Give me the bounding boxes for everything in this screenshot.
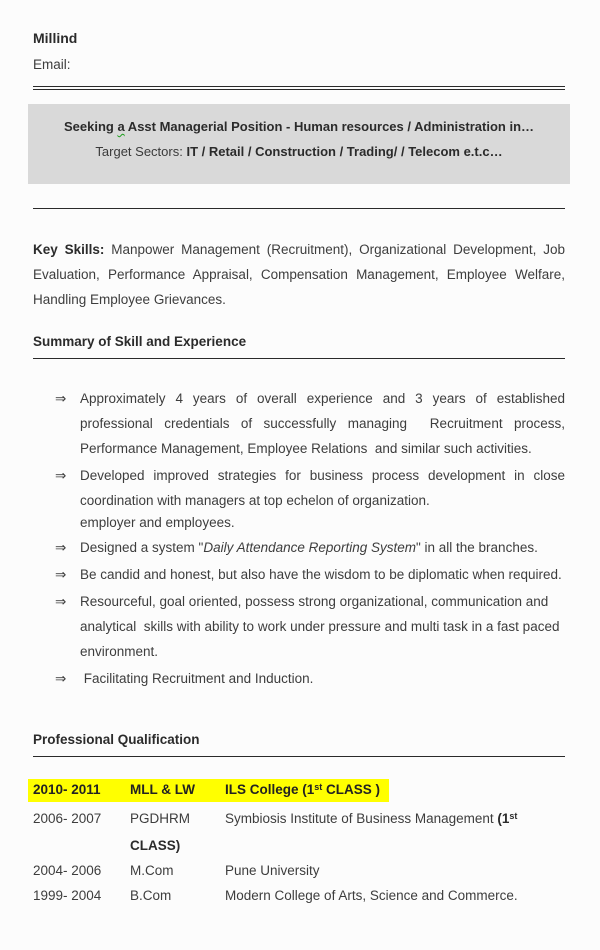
- horizontal-rule: [33, 358, 565, 359]
- bullet-item: [33, 386, 569, 461]
- bullet-text-prefix: Designed a system ": [80, 540, 204, 555]
- key-skills-text: Manpower Management (Recruitment), Organizational Development, Job Evaluation, Performance Appraisal, Compensation Management, Employee Welfare, Handling Employee Grievances.: [33, 242, 569, 307]
- target-sectors-line: [28, 139, 570, 164]
- arrow-bullet-icon: ⇒: [55, 540, 67, 555]
- bullet-extra-line: employer and employees.: [80, 515, 235, 530]
- system-name-italic: Daily Attendance Reporting System: [203, 540, 416, 555]
- institute-text: CLASS ): [322, 782, 381, 797]
- key-skills-label: Key Skills:: [33, 242, 105, 257]
- bullet-text: Resourceful, goal oriented, possess strong organizational, communication and analytical skills with ability to work under pressure and multi task in a fast paced environment.: [80, 594, 564, 659]
- degree-cell: M.Com: [130, 863, 174, 878]
- bullet-item: [33, 666, 565, 691]
- horizontal-rule: [33, 756, 565, 757]
- arrow-bullet-icon: ⇒: [55, 468, 67, 483]
- arrow-bullet-icon: ⇒: [55, 391, 67, 406]
- degree-cell: B.Com: [130, 888, 172, 903]
- institute-cell: Modern College of Arts, Science and Commerce.: [225, 888, 518, 903]
- key-skills-paragraph: [33, 237, 569, 312]
- arrow-bullet-icon: ⇒: [55, 567, 67, 582]
- qualification-table: [33, 779, 565, 908]
- arrow-bullet-icon: ⇒: [55, 671, 67, 686]
- degree-cell: MLL & LW: [130, 782, 195, 797]
- email-label: Email:: [33, 57, 71, 72]
- institute-cell-empty: [225, 833, 565, 858]
- bullet-text: [80, 463, 569, 533]
- spellcheck-underlined-word: a: [117, 119, 125, 134]
- bullet-text-suffix: " in all the branches.: [415, 540, 538, 555]
- qualification-row-wrap-line: [33, 833, 565, 858]
- double-horizontal-rule: [33, 86, 565, 90]
- summary-heading: Summary of Skill and Experience: [33, 334, 247, 349]
- qualification-row: [33, 806, 565, 833]
- bullet-item: [33, 535, 565, 560]
- bullet-item: [33, 589, 565, 664]
- objective-line1-prefix: Seeking: [63, 119, 118, 134]
- horizontal-rule: [33, 208, 565, 209]
- bullet-text: Facilitating Recruitment and Induction.: [80, 671, 314, 686]
- candidate-name: Millind: [33, 30, 78, 46]
- ordinal-superscript: st: [509, 810, 518, 821]
- bullet-text: Be candid and honest, but also have the wisdom to be diplomatic when required.: [80, 567, 562, 582]
- summary-bullet-list: [33, 386, 569, 691]
- arrow-bullet-icon: ⇒: [55, 594, 67, 609]
- institute-text: ILS College (1: [225, 782, 315, 797]
- qualification-heading: Professional Qualification: [33, 732, 200, 747]
- bullet-item: [33, 562, 565, 587]
- class-grade-bold: [497, 811, 517, 826]
- class-grade-wrap: CLASS): [130, 838, 181, 853]
- qualification-row: [33, 858, 565, 883]
- institute-cell: [225, 806, 565, 833]
- year-cell: 1999- 2004: [33, 888, 102, 903]
- target-sectors-label: Target Sectors:: [95, 144, 187, 159]
- degree-cell: PGDHRM: [130, 811, 190, 826]
- target-sectors-value: IT / Retail / Construction / Trading/ / Telecom e.t.c…: [186, 144, 503, 159]
- objective-line1: [28, 114, 570, 139]
- bullet-text: [80, 535, 565, 560]
- year-cell: 2010- 2011: [33, 782, 101, 797]
- bullet-main-text: Developed improved strategies for business process development in close coordination with managers at top echelon of organization.: [80, 468, 569, 508]
- objective-box: [28, 104, 570, 184]
- ordinal-superscript: st: [314, 781, 323, 792]
- year-cell: 2006- 2007: [33, 811, 102, 826]
- year-cell: 2004- 2006: [33, 863, 102, 878]
- qualification-row: [33, 883, 565, 908]
- qualification-row-highlighted: [28, 779, 389, 802]
- institute-text: Symbiosis Institute of Business Management: [225, 811, 498, 826]
- objective-line1-rest: Asst Managerial Position - Human resources / Administration in…: [124, 119, 535, 134]
- year-cell-empty: [33, 833, 130, 858]
- institute-cell: Pune University: [225, 863, 320, 878]
- grade-text: (1: [497, 811, 510, 826]
- bullet-item: [33, 463, 569, 533]
- bullet-text: Approximately 4 years of overall experience and 3 years of established professional credentials of successfully managing Recruitment process, Performance Management, Employee Relations and similar such activities.: [80, 391, 569, 456]
- institute-cell: [225, 779, 380, 802]
